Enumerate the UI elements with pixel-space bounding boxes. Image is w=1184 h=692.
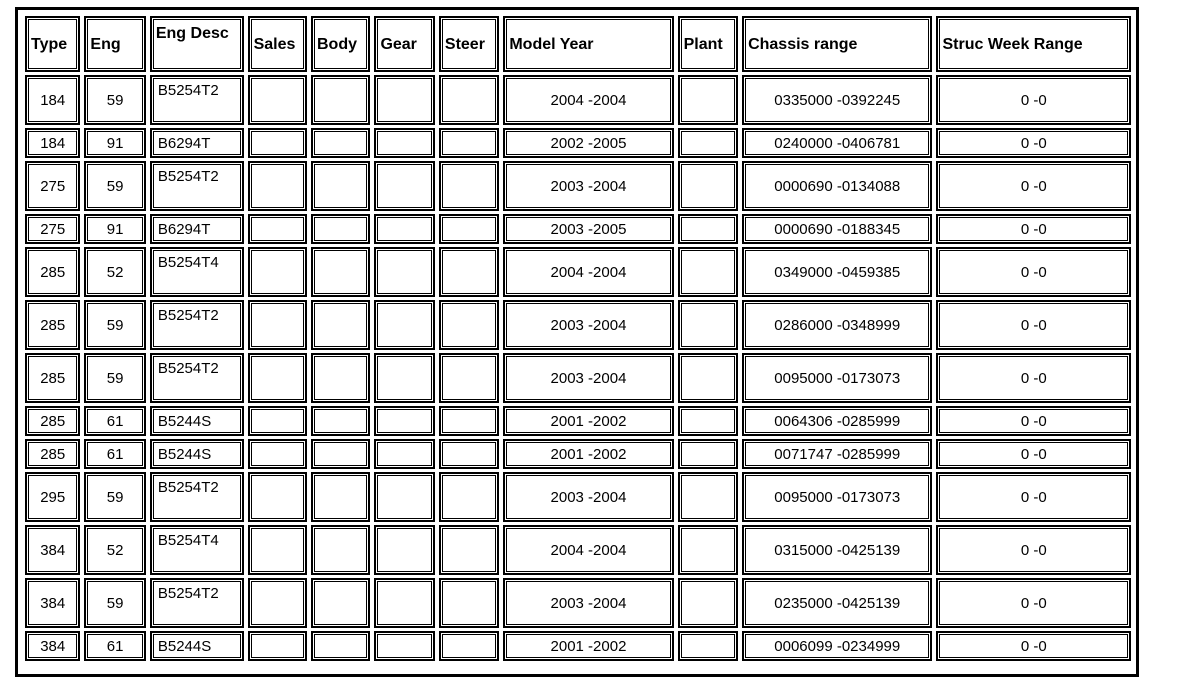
table-row <box>25 406 1131 436</box>
header-body: Body <box>311 16 370 72</box>
cell-struc-week-range: 0 -0 <box>936 353 1131 403</box>
cell-gear <box>374 406 434 436</box>
cell-model-year: 2001 -2002 <box>503 406 673 436</box>
header-model-year: Model Year <box>503 16 673 72</box>
vehicle-applicability-table <box>21 13 1135 664</box>
cell-struc-week-range: 0 -0 <box>936 75 1131 125</box>
cell-steer <box>439 128 499 158</box>
cell-gear <box>374 578 434 628</box>
table-frame <box>15 7 1139 677</box>
cell-chassis-range: 0071747 -0285999 <box>742 439 932 469</box>
cell-steer <box>439 472 499 522</box>
table-row <box>25 161 1131 211</box>
cell-steer <box>439 214 499 244</box>
cell-struc-week-range: 0 -0 <box>936 247 1131 297</box>
cell-eng: 59 <box>84 353 145 403</box>
cell-type: 384 <box>25 525 80 575</box>
cell-type: 285 <box>25 406 80 436</box>
cell-model-year: 2003 -2005 <box>503 214 673 244</box>
cell-steer <box>439 406 499 436</box>
cell-eng-desc: B5244S <box>150 406 244 436</box>
cell-struc-week-range: 0 -0 <box>936 631 1131 661</box>
cell-sales <box>248 439 307 469</box>
cell-struc-week-range: 0 -0 <box>936 300 1131 350</box>
cell-sales <box>248 472 307 522</box>
table-row <box>25 578 1131 628</box>
cell-plant <box>678 214 738 244</box>
cell-struc-week-range: 0 -0 <box>936 214 1131 244</box>
cell-eng-desc: B6294T <box>150 214 244 244</box>
cell-plant <box>678 247 738 297</box>
cell-gear <box>374 128 434 158</box>
table-row <box>25 214 1131 244</box>
cell-steer <box>439 75 499 125</box>
cell-model-year: 2002 -2005 <box>503 128 673 158</box>
cell-model-year: 2004 -2004 <box>503 247 673 297</box>
cell-type: 285 <box>25 247 80 297</box>
cell-body <box>311 128 370 158</box>
cell-eng: 59 <box>84 578 145 628</box>
cell-eng: 59 <box>84 472 145 522</box>
cell-eng: 59 <box>84 75 145 125</box>
cell-sales <box>248 525 307 575</box>
cell-body <box>311 631 370 661</box>
cell-body <box>311 578 370 628</box>
cell-sales <box>248 214 307 244</box>
cell-steer <box>439 439 499 469</box>
table-row <box>25 128 1131 158</box>
cell-eng: 59 <box>84 161 145 211</box>
cell-model-year: 2003 -2004 <box>503 472 673 522</box>
cell-gear <box>374 75 434 125</box>
header-eng-desc: Eng Desc <box>150 16 244 72</box>
cell-gear <box>374 161 434 211</box>
cell-eng-desc: B5254T2 <box>150 300 244 350</box>
cell-sales <box>248 247 307 297</box>
table-row <box>25 353 1131 403</box>
cell-sales <box>248 631 307 661</box>
cell-plant <box>678 439 738 469</box>
cell-eng: 61 <box>84 439 145 469</box>
cell-gear <box>374 525 434 575</box>
cell-type: 295 <box>25 472 80 522</box>
cell-struc-week-range: 0 -0 <box>936 439 1131 469</box>
cell-body <box>311 161 370 211</box>
cell-eng: 91 <box>84 128 145 158</box>
cell-plant <box>678 631 738 661</box>
cell-plant <box>678 128 738 158</box>
cell-type: 275 <box>25 161 80 211</box>
cell-gear <box>374 631 434 661</box>
cell-model-year: 2004 -2004 <box>503 525 673 575</box>
table-row <box>25 247 1131 297</box>
cell-type: 285 <box>25 300 80 350</box>
cell-struc-week-range: 0 -0 <box>936 525 1131 575</box>
table-row <box>25 631 1131 661</box>
table-row <box>25 439 1131 469</box>
cell-eng-desc: B5254T2 <box>150 353 244 403</box>
cell-eng: 52 <box>84 525 145 575</box>
cell-gear <box>374 439 434 469</box>
cell-plant <box>678 472 738 522</box>
table-row <box>25 300 1131 350</box>
cell-steer <box>439 353 499 403</box>
cell-body <box>311 406 370 436</box>
cell-sales <box>248 353 307 403</box>
cell-plant <box>678 161 738 211</box>
cell-struc-week-range: 0 -0 <box>936 472 1131 522</box>
cell-eng-desc: B5254T2 <box>150 75 244 125</box>
cell-steer <box>439 525 499 575</box>
cell-struc-week-range: 0 -0 <box>936 406 1131 436</box>
cell-chassis-range: 0000690 -0188345 <box>742 214 932 244</box>
cell-gear <box>374 214 434 244</box>
cell-gear <box>374 472 434 522</box>
cell-chassis-range: 0000690 -0134088 <box>742 161 932 211</box>
cell-eng-desc: B5254T4 <box>150 247 244 297</box>
cell-body <box>311 353 370 403</box>
cell-body <box>311 472 370 522</box>
cell-chassis-range: 0315000 -0425139 <box>742 525 932 575</box>
cell-model-year: 2003 -2004 <box>503 353 673 403</box>
cell-eng-desc: B5254T4 <box>150 525 244 575</box>
cell-sales <box>248 406 307 436</box>
cell-body <box>311 525 370 575</box>
header-plant: Plant <box>678 16 738 72</box>
cell-plant <box>678 353 738 403</box>
header-gear: Gear <box>374 16 434 72</box>
cell-model-year: 2001 -2002 <box>503 439 673 469</box>
cell-eng: 61 <box>84 631 145 661</box>
cell-struc-week-range: 0 -0 <box>936 578 1131 628</box>
cell-steer <box>439 161 499 211</box>
cell-chassis-range: 0064306 -0285999 <box>742 406 932 436</box>
cell-eng: 52 <box>84 247 145 297</box>
cell-eng-desc: B5244S <box>150 631 244 661</box>
cell-type: 184 <box>25 75 80 125</box>
cell-eng: 91 <box>84 214 145 244</box>
cell-steer <box>439 631 499 661</box>
cell-steer <box>439 247 499 297</box>
cell-chassis-range: 0095000 -0173073 <box>742 353 932 403</box>
cell-type: 285 <box>25 353 80 403</box>
table-row <box>25 525 1131 575</box>
header-sales: Sales <box>248 16 307 72</box>
cell-steer <box>439 300 499 350</box>
cell-eng-desc: B5254T2 <box>150 578 244 628</box>
header-struc-week-range: Struc Week Range <box>936 16 1131 72</box>
header-row <box>25 16 1131 72</box>
cell-struc-week-range: 0 -0 <box>936 161 1131 211</box>
table-row <box>25 472 1131 522</box>
cell-chassis-range: 0240000 -0406781 <box>742 128 932 158</box>
cell-plant <box>678 75 738 125</box>
cell-eng-desc: B5254T2 <box>150 472 244 522</box>
cell-sales <box>248 128 307 158</box>
cell-model-year: 2003 -2004 <box>503 161 673 211</box>
cell-chassis-range: 0335000 -0392245 <box>742 75 932 125</box>
cell-plant <box>678 525 738 575</box>
cell-steer <box>439 578 499 628</box>
cell-sales <box>248 161 307 211</box>
cell-type: 275 <box>25 214 80 244</box>
cell-type: 384 <box>25 578 80 628</box>
cell-eng: 61 <box>84 406 145 436</box>
cell-model-year: 2003 -2004 <box>503 578 673 628</box>
cell-model-year: 2001 -2002 <box>503 631 673 661</box>
cell-model-year: 2003 -2004 <box>503 300 673 350</box>
table-body <box>25 75 1131 661</box>
cell-body <box>311 439 370 469</box>
cell-sales <box>248 75 307 125</box>
cell-type: 384 <box>25 631 80 661</box>
cell-body <box>311 214 370 244</box>
cell-eng-desc: B5254T2 <box>150 161 244 211</box>
table-row <box>25 75 1131 125</box>
cell-gear <box>374 247 434 297</box>
cell-chassis-range: 0286000 -0348999 <box>742 300 932 350</box>
cell-struc-week-range: 0 -0 <box>936 128 1131 158</box>
cell-body <box>311 75 370 125</box>
cell-eng-desc: B6294T <box>150 128 244 158</box>
header-eng: Eng <box>84 16 145 72</box>
cell-sales <box>248 578 307 628</box>
cell-body <box>311 300 370 350</box>
cell-type: 184 <box>25 128 80 158</box>
cell-chassis-range: 0095000 -0173073 <box>742 472 932 522</box>
cell-gear <box>374 300 434 350</box>
cell-plant <box>678 578 738 628</box>
cell-sales <box>248 300 307 350</box>
cell-chassis-range: 0235000 -0425139 <box>742 578 932 628</box>
cell-chassis-range: 0006099 -0234999 <box>742 631 932 661</box>
cell-type: 285 <box>25 439 80 469</box>
header-steer: Steer <box>439 16 499 72</box>
cell-eng: 59 <box>84 300 145 350</box>
cell-gear <box>374 353 434 403</box>
cell-body <box>311 247 370 297</box>
cell-chassis-range: 0349000 -0459385 <box>742 247 932 297</box>
cell-plant <box>678 406 738 436</box>
header-type: Type <box>25 16 80 72</box>
cell-plant <box>678 300 738 350</box>
cell-model-year: 2004 -2004 <box>503 75 673 125</box>
cell-eng-desc: B5244S <box>150 439 244 469</box>
header-chassis-range: Chassis range <box>742 16 932 72</box>
